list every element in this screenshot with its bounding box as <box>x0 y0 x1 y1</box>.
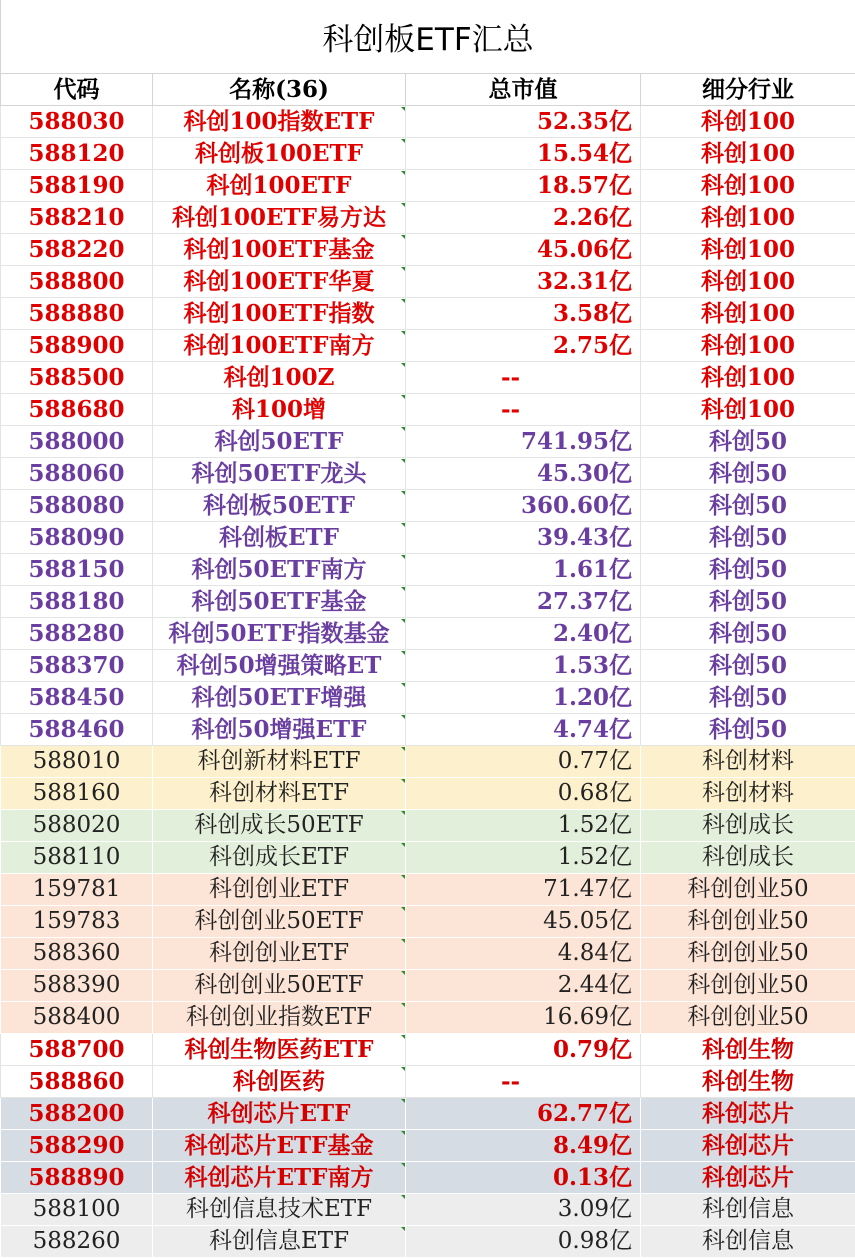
cell-name[interactable]: 科创成长ETF <box>153 842 406 874</box>
cell-name[interactable]: 科创50ETF南方 <box>153 554 406 586</box>
cell-industry[interactable]: 科创生物 <box>641 1066 855 1098</box>
cell-code[interactable]: 588030 <box>1 106 153 138</box>
cell-name[interactable]: 科创板ETF <box>153 522 406 554</box>
cell-industry[interactable]: 科创创业50 <box>641 970 855 1002</box>
cell-market-cap[interactable]: 18.57亿 <box>406 170 641 202</box>
cell-code[interactable]: 588100 <box>1 1194 153 1226</box>
cell-industry[interactable]: 科创创业50 <box>641 938 855 970</box>
header-name[interactable]: 名称(36) <box>153 74 406 106</box>
cell-name[interactable]: 科创生物医药ETF <box>153 1034 406 1066</box>
cell-market-cap[interactable]: 1.20亿 <box>406 682 641 714</box>
cell-code[interactable]: 588900 <box>1 330 153 362</box>
cell-name[interactable]: 科创100ETF华夏 <box>153 266 406 298</box>
cell-code[interactable]: 588860 <box>1 1066 153 1098</box>
header-market-cap[interactable]: 总市值 <box>406 74 641 106</box>
cell-market-cap[interactable]: 360.60亿 <box>406 490 641 522</box>
cell-name[interactable]: 科创50ETF龙头 <box>153 458 406 490</box>
cell-market-cap[interactable]: 0.79亿 <box>406 1034 641 1066</box>
table-row <box>1 586 855 618</box>
table-row <box>1 1066 855 1098</box>
cell-market-cap[interactable]: 32.31亿 <box>406 266 641 298</box>
cell-industry[interactable]: 科创100 <box>641 394 855 426</box>
table-row <box>1 1098 855 1130</box>
cell-code[interactable]: 588700 <box>1 1034 153 1066</box>
cell-industry[interactable]: 科创芯片 <box>641 1162 855 1194</box>
table-row <box>1 1162 855 1194</box>
table-row <box>1 138 855 170</box>
cell-market-cap[interactable]: 39.43亿 <box>406 522 641 554</box>
cell-name[interactable]: 科创创业50ETF <box>153 906 406 938</box>
cell-code[interactable]: 588210 <box>1 202 153 234</box>
table-row <box>1 330 855 362</box>
cell-industry[interactable]: 科创信息 <box>641 1194 855 1226</box>
cell-name[interactable]: 科创50ETF <box>153 426 406 458</box>
table-row <box>1 522 855 554</box>
cell-market-cap[interactable]: 2.40亿 <box>406 618 641 650</box>
cell-industry[interactable]: 科创生物 <box>641 1034 855 1066</box>
cell-code[interactable]: 588400 <box>1 1002 153 1034</box>
etf-table <box>0 73 855 1258</box>
cell-industry[interactable]: 科创100 <box>641 202 855 234</box>
cell-market-cap[interactable]: 0.68亿 <box>406 778 641 810</box>
cell-code[interactable]: 588800 <box>1 266 153 298</box>
cell-market-cap[interactable]: 45.30亿 <box>406 458 641 490</box>
cell-industry[interactable]: 科创50 <box>641 586 855 618</box>
table-row <box>1 1226 855 1258</box>
cell-name[interactable]: 科创50增强策略ET <box>153 650 406 682</box>
cell-market-cap[interactable]: 0.98亿 <box>406 1226 641 1258</box>
cell-name[interactable]: 科创信息技术ETF <box>153 1194 406 1226</box>
cell-name[interactable]: 科创芯片ETF基金 <box>153 1130 406 1162</box>
table-body <box>1 106 855 1258</box>
sheet-title: 科创板ETF汇总 <box>0 0 855 74</box>
table-row <box>1 234 855 266</box>
cell-market-cap[interactable]: 1.53亿 <box>406 650 641 682</box>
cell-code[interactable]: 588680 <box>1 394 153 426</box>
cell-name[interactable]: 科创板100ETF <box>153 138 406 170</box>
cell-market-cap[interactable]: 3.58亿 <box>406 298 641 330</box>
cell-industry[interactable]: 科创50 <box>641 458 855 490</box>
cell-industry[interactable]: 科创100 <box>641 234 855 266</box>
cell-market-cap[interactable]: 15.54亿 <box>406 138 641 170</box>
cell-industry[interactable]: 科创50 <box>641 522 855 554</box>
cell-market-cap[interactable]: 16.69亿 <box>406 1002 641 1034</box>
cell-name[interactable]: 科创医药 <box>153 1066 406 1098</box>
cell-market-cap[interactable]: 8.49亿 <box>406 1130 641 1162</box>
cell-name[interactable]: 科创信息ETF <box>153 1226 406 1258</box>
cell-industry[interactable]: 科创50 <box>641 650 855 682</box>
cell-market-cap[interactable]: 45.05亿 <box>406 906 641 938</box>
cell-code[interactable]: 159781 <box>1 874 153 906</box>
table-row <box>1 682 855 714</box>
table-row <box>1 1194 855 1226</box>
cell-industry[interactable]: 科创创业50 <box>641 874 855 906</box>
cell-code[interactable]: 588260 <box>1 1226 153 1258</box>
cell-name[interactable]: 科创芯片ETF南方 <box>153 1162 406 1194</box>
cell-code[interactable]: 159783 <box>1 906 153 938</box>
cell-name[interactable]: 科创100ETF指数 <box>153 298 406 330</box>
cell-name[interactable]: 科创创业50ETF <box>153 970 406 1002</box>
table-row <box>1 362 855 394</box>
cell-market-cap[interactable]: 2.26亿 <box>406 202 641 234</box>
cell-name[interactable]: 科创100ETF南方 <box>153 330 406 362</box>
cell-industry[interactable]: 科创材料 <box>641 778 855 810</box>
table-row <box>1 458 855 490</box>
header-row <box>1 74 855 106</box>
cell-industry[interactable]: 科创50 <box>641 618 855 650</box>
cell-code[interactable]: 588120 <box>1 138 153 170</box>
table-row <box>1 554 855 586</box>
table-row <box>1 874 855 906</box>
cell-code[interactable]: 588150 <box>1 554 153 586</box>
cell-market-cap[interactable]: 45.06亿 <box>406 234 641 266</box>
table-row <box>1 1002 855 1034</box>
cell-market-cap[interactable]: 1.52亿 <box>406 842 641 874</box>
cell-code[interactable]: 588110 <box>1 842 153 874</box>
table-row <box>1 202 855 234</box>
cell-name[interactable]: 科创50ETF指数基金 <box>153 618 406 650</box>
cell-industry[interactable]: 科创材料 <box>641 746 855 778</box>
cell-name[interactable]: 科创芯片ETF <box>153 1098 406 1130</box>
cell-code[interactable]: 588450 <box>1 682 153 714</box>
cell-name[interactable]: 科创100ETF基金 <box>153 234 406 266</box>
cell-market-cap[interactable]: 3.09亿 <box>406 1194 641 1226</box>
cell-code[interactable]: 588200 <box>1 1098 153 1130</box>
cell-industry[interactable]: 科创100 <box>641 330 855 362</box>
cell-market-cap[interactable]: 71.47亿 <box>406 874 641 906</box>
table-row <box>1 810 855 842</box>
cell-code[interactable]: 588180 <box>1 586 153 618</box>
header-code[interactable]: 代码 <box>1 74 153 106</box>
cell-industry[interactable]: 科创50 <box>641 426 855 458</box>
cell-name[interactable]: 科创创业ETF <box>153 874 406 906</box>
cell-code[interactable]: 588370 <box>1 650 153 682</box>
cell-industry[interactable]: 科创50 <box>641 554 855 586</box>
cell-industry[interactable]: 科创芯片 <box>641 1098 855 1130</box>
cell-name[interactable]: 科创100Z <box>153 362 406 394</box>
cell-name[interactable]: 科创成长50ETF <box>153 810 406 842</box>
table-row <box>1 650 855 682</box>
cell-code[interactable]: 588090 <box>1 522 153 554</box>
cell-market-cap[interactable]: -- <box>406 1066 641 1098</box>
table-row <box>1 1034 855 1066</box>
cell-market-cap[interactable]: 4.74亿 <box>406 714 641 746</box>
table-row <box>1 490 855 522</box>
table-row <box>1 1130 855 1162</box>
cell-name[interactable]: 科创板50ETF <box>153 490 406 522</box>
table-row <box>1 106 855 138</box>
table-row <box>1 746 855 778</box>
cell-code[interactable]: 588360 <box>1 938 153 970</box>
cell-industry[interactable]: 科创50 <box>641 490 855 522</box>
table-row <box>1 426 855 458</box>
cell-code[interactable]: 588080 <box>1 490 153 522</box>
table-row <box>1 778 855 810</box>
cell-name[interactable]: 科创新材料ETF <box>153 746 406 778</box>
cell-code[interactable]: 588020 <box>1 810 153 842</box>
cell-name[interactable]: 科创材料ETF <box>153 778 406 810</box>
cell-market-cap[interactable]: -- <box>406 394 641 426</box>
cell-name[interactable]: 科创50ETF基金 <box>153 586 406 618</box>
table-row <box>1 714 855 746</box>
cell-name[interactable]: 科创创业指数ETF <box>153 1002 406 1034</box>
cell-code[interactable]: 588220 <box>1 234 153 266</box>
cell-market-cap[interactable]: 0.13亿 <box>406 1162 641 1194</box>
table-row <box>1 618 855 650</box>
cell-name[interactable]: 科创100ETF <box>153 170 406 202</box>
cell-market-cap[interactable]: 62.77亿 <box>406 1098 641 1130</box>
cell-name[interactable]: 科创创业ETF <box>153 938 406 970</box>
table-row <box>1 170 855 202</box>
cell-code[interactable]: 588890 <box>1 1162 153 1194</box>
cell-code[interactable]: 588290 <box>1 1130 153 1162</box>
cell-market-cap[interactable]: 1.52亿 <box>406 810 641 842</box>
cell-market-cap[interactable]: 2.44亿 <box>406 970 641 1002</box>
cell-industry[interactable]: 科创100 <box>641 266 855 298</box>
cell-industry[interactable]: 科创100 <box>641 106 855 138</box>
table-row <box>1 970 855 1002</box>
table-row <box>1 842 855 874</box>
cell-industry[interactable]: 科创创业50 <box>641 906 855 938</box>
cell-code[interactable]: 588160 <box>1 778 153 810</box>
cell-market-cap[interactable]: 4.84亿 <box>406 938 641 970</box>
cell-name[interactable]: 科创100ETF易方达 <box>153 202 406 234</box>
cell-industry[interactable]: 科创100 <box>641 362 855 394</box>
cell-code[interactable]: 588010 <box>1 746 153 778</box>
table-row <box>1 938 855 970</box>
cell-industry[interactable]: 科创50 <box>641 714 855 746</box>
cell-code[interactable]: 588000 <box>1 426 153 458</box>
cell-code[interactable]: 588390 <box>1 970 153 1002</box>
cell-market-cap[interactable]: 1.61亿 <box>406 554 641 586</box>
cell-name[interactable]: 科100增 <box>153 394 406 426</box>
cell-code[interactable]: 588500 <box>1 362 153 394</box>
table-row <box>1 298 855 330</box>
cell-code[interactable]: 588060 <box>1 458 153 490</box>
cell-industry[interactable]: 科创成长 <box>641 810 855 842</box>
cell-code[interactable]: 588880 <box>1 298 153 330</box>
cell-industry[interactable]: 科创信息 <box>641 1226 855 1258</box>
cell-code[interactable]: 588460 <box>1 714 153 746</box>
cell-industry[interactable]: 科创100 <box>641 170 855 202</box>
cell-code[interactable]: 588190 <box>1 170 153 202</box>
table-row <box>1 906 855 938</box>
cell-industry[interactable]: 科创50 <box>641 682 855 714</box>
cell-name[interactable]: 科创100指数ETF <box>153 106 406 138</box>
cell-industry[interactable]: 科创芯片 <box>641 1130 855 1162</box>
header-industry[interactable]: 细分行业 <box>641 74 855 106</box>
cell-name[interactable]: 科创50ETF增强 <box>153 682 406 714</box>
cell-market-cap[interactable]: 0.77亿 <box>406 746 641 778</box>
cell-market-cap[interactable]: -- <box>406 362 641 394</box>
cell-industry[interactable]: 科创100 <box>641 138 855 170</box>
table-row <box>1 266 855 298</box>
cell-market-cap[interactable]: 27.37亿 <box>406 586 641 618</box>
cell-industry[interactable]: 科创100 <box>641 298 855 330</box>
cell-market-cap[interactable]: 741.95亿 <box>406 426 641 458</box>
cell-market-cap[interactable]: 52.35亿 <box>406 106 641 138</box>
cell-code[interactable]: 588280 <box>1 618 153 650</box>
cell-market-cap[interactable]: 2.75亿 <box>406 330 641 362</box>
cell-industry[interactable]: 科创成长 <box>641 842 855 874</box>
table-row <box>1 394 855 426</box>
cell-industry[interactable]: 科创创业50 <box>641 1002 855 1034</box>
cell-name[interactable]: 科创50增强ETF <box>153 714 406 746</box>
